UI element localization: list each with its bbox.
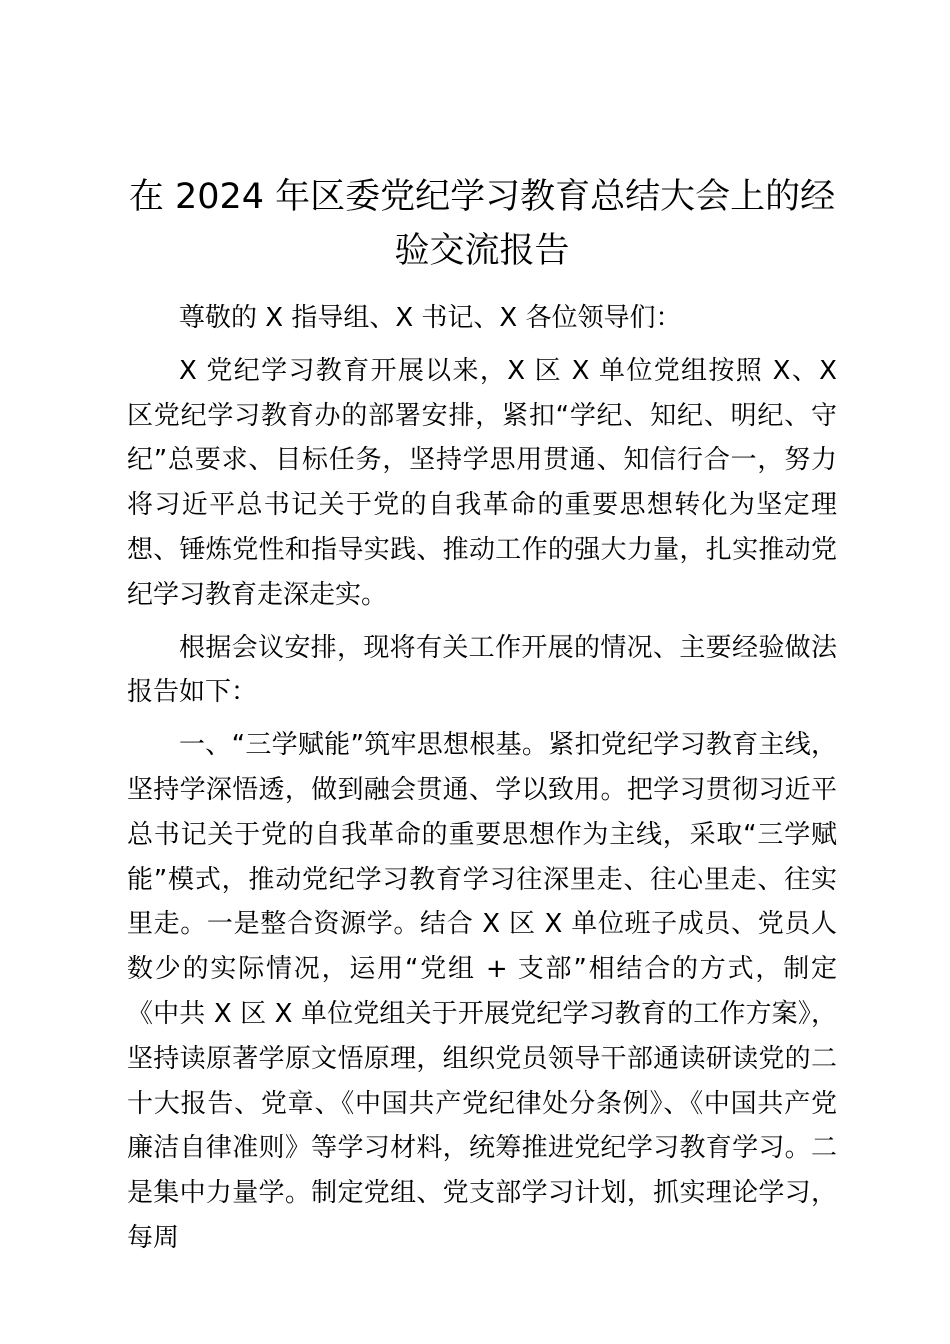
- document-page: [127, 170, 837, 1261]
- greeting-line: 尊敬的 X 指导组、X 书记、X 各位领导们：: [179, 303, 682, 333]
- paragraph-report-outline: 根据会议安排，现将有关工作开展的情况、主要经验做法报告如下：: [127, 632, 837, 708]
- paragraph-section-one: 一、“三学赋能”筑牢思想根基。紧扣党纪学习教育主线，坚持学深悟透，做到融会贯通、学以致用。把学习贯彻习近平总书记关于党的自我革命的重要思想作为主线，采取“三学赋能”模式，推动党纪学习教育学习往深里走、往心里走、往实里走。一是整合资源学。结合 X 区 X 单位班子成员、党员人数少的实际情况，运用“党组 + 支部”相结合的方式，制定《中共 X 区 X 单位党组关于开展党纪学习教育的工作方案》，坚持读原著学原文悟原理，组织党员领导干部通读研读党的二十大报告、党章、《中国共产党纪律处分条例》、《中国共产党廉洁自律准则》等学习材料，统筹推进党纪学习教育学习。二是集中力量学。制定党组、党支部学习计划，抓实理论学习，每周: [127, 730, 837, 1253]
- paragraph-intro: X 党纪学习教育开展以来，X 区 X 单位党组按照 X、X 区党纪学习教育办的部署安排，紧扣“学纪、知纪、明纪、守纪”总要求、目标任务，坚持学思用贯通、知信行合一，努力将习近平总书记关于党的自我革命的重要思想转化为坚定理想、锤炼党性和指导实践、推动工作的强大力量，扎实推动党纪学习教育走深走实。: [127, 355, 837, 610]
- document-title: 在 2024 年区委党纪学习教育总结大会上的经验交流报告: [128, 177, 836, 271]
